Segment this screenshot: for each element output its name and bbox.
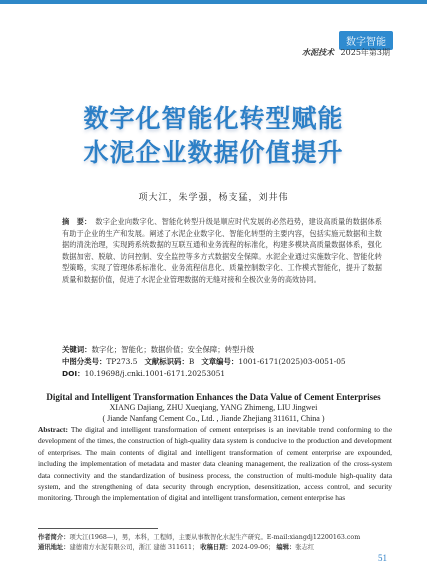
abstract-cn (62, 216, 382, 285)
section-badge: 数字智能 (339, 31, 393, 50)
article-number-label: 文章编号： (201, 357, 239, 366)
footnote-address (38, 542, 398, 551)
page-number: 51 (378, 553, 387, 563)
article-number-value: 1001-6171(2025)03-0051-05 (238, 357, 346, 366)
footnote-received-text: 2024-09-06； (231, 544, 275, 551)
article-title-line-2: 水泥企业数据价值提升 (83, 138, 344, 167)
footnote-author-label: 作者简介： (38, 534, 70, 541)
footnote-editor-label: 编辑： (276, 544, 296, 551)
english-affiliation: ( Jiande Nanfang Cement Co., Ltd. , Jiande Zhejiang 311611, China ) (102, 414, 325, 423)
footnote-author-text: 项大江(1968—)，男，本科，工程师，主要从事数智化水泥生产研究。E-mail:xiangdj12200163.com (69, 534, 361, 541)
clc-label: 中图分类号： (62, 357, 107, 366)
authors-cn: 项大江，朱学强，杨支猛，刘井伟 (138, 193, 289, 203)
footnote-received-label: 收稿日期： (200, 544, 232, 551)
keywords-label: 关键词： (62, 345, 92, 354)
doc-code-label: 文献标识码： (144, 357, 189, 366)
journal-name: 水泥技术 (302, 47, 334, 57)
doi-label: DOI： (62, 369, 85, 378)
english-authors: XIANG Dajiang, ZHU Xueqiang, YANG Zhimeng, LIU Jingwei (109, 403, 318, 412)
journal-issue: 2025年第3期 (340, 48, 390, 57)
english-abstract-text: The digital and intelligent transformation of cement enterprises is an inevitable trend conforming to the development of the times, the construction of high-quality data system is conducive to the production and development of enterprises. The main contents of digital and intelligent transformation of cement enterprise are expounded, including the implementation of metadata and master data cleaning management, the realization of the cross-system data connectivity and the standardization of business process, the construction of multi-module high-quality data system, and the strengthening of data security through encryption, desensitization, access control, and security monitoring. Through the implementation of digital and intelligent transformation, cement enterprise has (38, 425, 392, 503)
footnote-divider (38, 528, 158, 529)
english-title: Digital and Intelligent Transformation Enhances the Data Value of Cement Enterprises (46, 392, 381, 402)
keywords-text: 数字化；智能化；数据价值；安全保障；转型升级 (91, 345, 255, 354)
abstract-cn-label: 摘 要： (62, 217, 92, 226)
classification-line (62, 356, 392, 367)
doc-code-value: B (188, 357, 195, 366)
english-abstract-label: Abstract: (38, 425, 68, 434)
doi-value[interactable]: 10.19698/j.cnki.1001-6171.20253051 (84, 369, 226, 378)
footnote-author (38, 532, 398, 541)
journal-header (302, 47, 390, 58)
footnote-address-text: 建德南方水泥有限公司，浙江 建德 311611； (69, 544, 199, 551)
footnote-address-label: 通讯地址： (38, 544, 70, 551)
english-abstract (38, 424, 392, 504)
clc-value: TP273.5 (106, 357, 138, 366)
top-accent-rule (0, 0, 427, 4)
article-title-line-1: 数字化智能化转型赋能 (83, 104, 344, 133)
keywords-line (62, 344, 392, 355)
abstract-cn-text: 数字企业向数字化、智能化转型升级是顺应时代发展的必然趋势，建设高质量的数据体系有助于企业的生产和发展。阐述了水泥企业数字化、智能化转型的主要内容，包括实施元数据和主数据的清洗治理，实现跨系统数据的互联互通和业务流程的标准化，构建多模块高质量数据体系，强化数据加密、脱敏、访问控制、安全监控等多方式数据安全保障。水泥企业通过实施数字化、智能化转型策略，实现了管理体系标准化、业务流程信息化、质量控制数字化、工作模式智能化，提升了数据质量和数据价值，促进了水泥企业管理数据的无缝对接和全极次业务的高效协同。 (62, 217, 382, 284)
doi-line (62, 368, 392, 379)
footnote-editor-text: 张志红 (295, 544, 315, 551)
